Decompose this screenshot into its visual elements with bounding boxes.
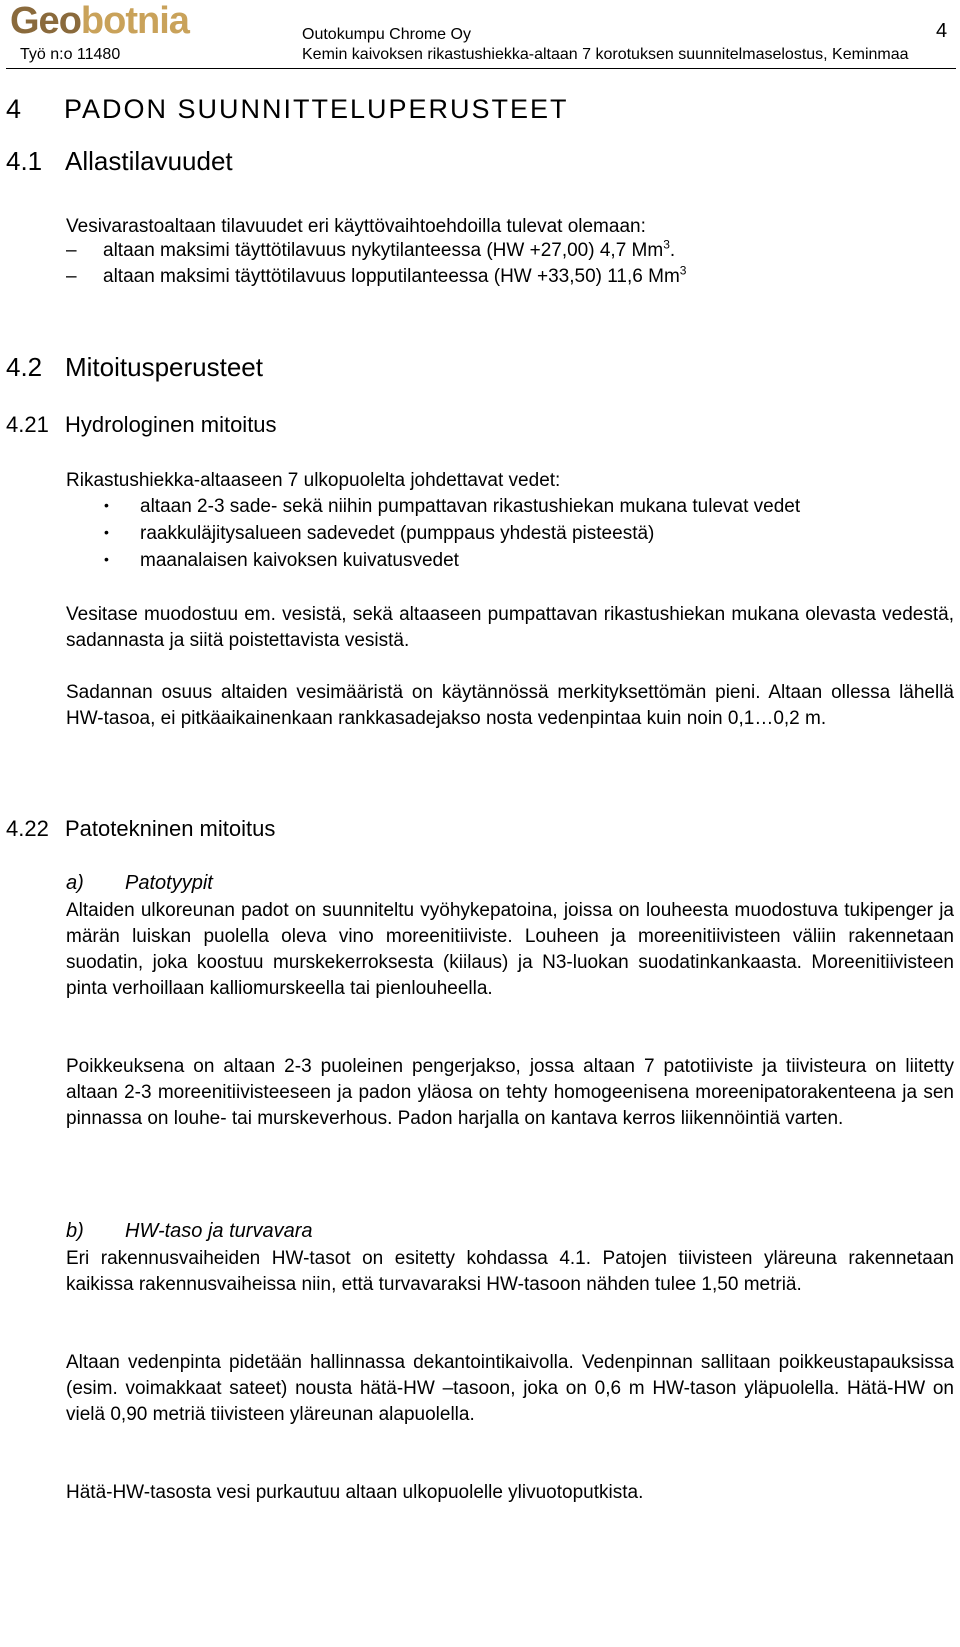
dash-marker: – xyxy=(66,240,77,261)
list-item: • altaan 2-3 sade- sekä niihin pumpattavan rikastushiekan mukana tulevat vedet xyxy=(104,496,801,517)
section-4-2-heading xyxy=(6,352,263,383)
section-title: Patotekninen mitoitus xyxy=(65,816,276,841)
document-title: Kemin kaivoksen rikastushiekka-altaan 7 korotuksen suunnitelmaselostus, Keminmaa xyxy=(302,46,909,63)
sadanta-paragraph: Sadannan osuus altaiden vesimääristä on käytännössä merkityksettömän pieni. Altaan ollessa lähellä HW-tasoa, ei pitkäaikainenkaan rankkasadejakso nosta vedenpintaa kuin noin 0,1…0,2 m. xyxy=(66,682,954,729)
list-item: • maanalaisen kaivoksen kuivatusvedet xyxy=(104,550,459,571)
bullet-marker: • xyxy=(104,497,109,513)
page-header xyxy=(0,0,960,70)
subsection-a-heading: a) Patotyypit xyxy=(66,872,213,894)
volume-item-current: – altaan maksimi täyttötilavuus nykytilanteessa (HW +27,00) 4,7 Mm$^3$. xyxy=(66,237,676,261)
job-number: Työ n:o 11480 xyxy=(20,46,121,63)
section-title: Allastilavuudet xyxy=(65,146,233,176)
hw-taso-paragraph-1: Eri rakennusvaiheiden HW-tasot on esitetty kohdassa 4.1. Patojen tiivisteen yläreuna rakennetaan kaikissa rakennusvaiheissa niin, että turvavaraksi HW-tasoon nähden tulee 1,50 metriä. xyxy=(66,1248,954,1295)
section-number: 4.2 xyxy=(6,352,43,382)
section-number: 4.21 xyxy=(6,412,49,437)
hw-taso-paragraph-2: Altaan vedenpinta pidetään hallinnassa dekantointikaivolla. Vedenpinnan sallitaan poikkeustapauksissa (esim. voimakkaat sateet) nousta hätä-HW –tasoon, joka on 0,6 m HW-tason yläpuolella. Hätä-HW on vielä 0,90 metriä tiivisteen yläreunan alapuolella. xyxy=(66,1352,954,1425)
company-name: Outokumpu Chrome Oy xyxy=(302,26,471,43)
dash-marker: – xyxy=(66,266,77,287)
allastilavuudet-intro: Vesivarastoaltaan tilavuudet eri käyttövaihtoehdoilla tulevat olemaan: xyxy=(66,216,646,237)
hw-taso-paragraph-3: Hätä-HW-tasosta vesi purkautuu altaan ulkopuolelle ylivuotoputkista. xyxy=(66,1482,644,1503)
bullet-marker: • xyxy=(104,551,109,567)
patotyypit-paragraph-1: Altaiden ulkoreunan padot on suunniteltu vyöhykepatoina, joissa on louheesta muodostuva tukipenger ja märän luiskan puolella oleva vino moreenitiiviste. Louheen ja moreenitiivisteen väliin rakennetaan suodatin, joka koostuu murskekerroksesta (kiilaus) ja N3-luokan suodatinkankaasta. Moreenitiivisteen pinta verhoillaan kalliomurskeella tai pienlouheella. xyxy=(66,900,954,999)
page-number: 4 xyxy=(936,20,948,42)
section-number: 4.1 xyxy=(6,146,43,176)
section-4-heading xyxy=(6,94,569,125)
subsection-b-heading: b) HW-taso ja turvavara xyxy=(66,1220,313,1242)
section-title: Hydrologinen mitoitus xyxy=(65,412,277,437)
section-4-1-heading xyxy=(6,146,233,177)
header-divider xyxy=(6,68,956,69)
bullet-marker: • xyxy=(104,524,109,540)
section-title: Mitoitusperusteet xyxy=(65,352,263,382)
section-4-21-heading xyxy=(6,412,277,438)
vesitase-paragraph: Vesitase muodostuu em. vesistä, sekä altaaseen pumpattavan rikastushiekan mukana olevasta vedestä, sadannasta ja siitä poistettavista vesistä. xyxy=(66,604,954,651)
section-title: PADON SUUNNITTELUPERUSTEET xyxy=(64,94,569,124)
section-4-22-heading xyxy=(6,816,275,842)
section-number: 4 xyxy=(6,94,24,124)
patotyypit-paragraph-2: Poikkeuksena on altaan 2-3 puoleinen pengerjakso, jossa altaan 7 patotiiviste ja tiivisteura on liitetty altaan 2-3 moreenitiivisteeseen ja padon yläosa on tehty homogeenisena moreenipatorakenteena ja sen pinnassa on louhe- tai murskeverhous. Padon harjalla on kantava kerros liikennöintiä varten. xyxy=(66,1056,954,1129)
list-item: • raakkuläjitysalueen sadevedet (pumppaus yhdestä pisteestä) xyxy=(104,523,655,544)
volume-item-final: – altaan maksimi täyttötilavuus lopputilanteessa (HW +33,50) 11,6 Mm$^3$ xyxy=(66,263,687,287)
geobotnia-logo: Geobotnia xyxy=(10,0,189,42)
section-number: 4.22 xyxy=(6,816,49,841)
hydrologinen-intro: Rikastushiekka-altaaseen 7 ulkopuolelta johdettavat vedet: xyxy=(66,470,561,491)
